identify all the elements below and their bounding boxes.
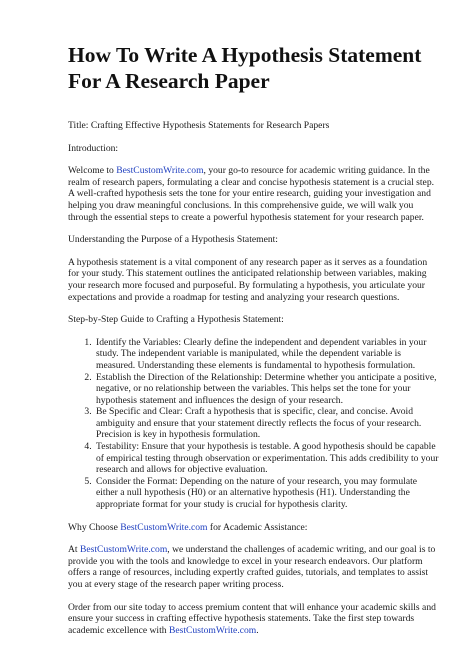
order-text-before: Order from our site today to access premium content that will enhance your academic skills and ensure your success in crafting effective hypothesis statements. Take the first step towards academic excellence with bbox=[68, 601, 436, 636]
guide-label: Step-by-Step Guide to Crafting a Hypothesis Statement: bbox=[68, 314, 284, 326]
purpose-label: Understanding the Purpose of a Hypothesis Statement: bbox=[68, 234, 278, 246]
intro-label: Introduction: bbox=[68, 142, 119, 154]
at-text-before: At bbox=[68, 544, 80, 556]
document-page bbox=[68, 42, 440, 647]
site-link[interactable]: BestCustomWrite.com bbox=[116, 165, 204, 177]
steps-list bbox=[68, 337, 440, 511]
title-line: Title: Crafting Effective Hypothesis Statements for Research Papers bbox=[68, 120, 330, 131]
list-item: 4. Testability: Ensure that your hypothesis is testable. A good hypothesis should be capable of empirical testing through observation or experimentation. This adds credibility to your research and allows for objective evaluation. bbox=[94, 441, 440, 476]
why-text-before: Why Choose bbox=[68, 521, 121, 533]
intro-text-after: , your go-to resource for academic writing guidance. In the realm of research papers, formulating a clear and concise hypothesis statement is a crucial step. A well-crafted hypothesis sets the tone for your entire research, guiding your investigation and helping you draw meaningful conclusions. In this comprehensive guide, we will walk you through the essential steps to create a powerful hypothesis statement for your research paper. bbox=[68, 165, 435, 223]
why-label bbox=[68, 522, 440, 534]
list-item: 3. Be Specific and Clear: Craft a hypothesis that is specific, clear, and concise. Avoid ambiguity and ensure that your statement directly reflects the focus of your research. Precision is key in hypothesis formulation. bbox=[94, 406, 440, 441]
site-link[interactable]: BestCustomWrite.com bbox=[168, 624, 257, 636]
intro-paragraph bbox=[68, 165, 440, 223]
site-link[interactable]: BestCustomWrite.com bbox=[120, 521, 208, 533]
site-link[interactable]: BestCustomWrite.com bbox=[80, 544, 168, 556]
list-item: 1. Identify the Variables: Clearly define the independent and dependent variables in your study. The independent variable is manipulated, while the dependent variable is measured. Understanding these elements is fundamental to hypothesis formulation. bbox=[94, 337, 440, 372]
list-item: 5. Consider the Format: Depending on the nature of your research, you may formulate either a null hypothesis (H0) or an alternative hypothesis (H1). Understanding the appropriate format for your study is crucial for hypothesis clarity. bbox=[94, 476, 440, 511]
list-item: 2. Establish the Direction of the Relationship: Determine whether you anticipate a positive, negative, or no relationship between the variables. This helps set the tone for your hypothesis statement and influences the design of your research. bbox=[94, 372, 440, 407]
order-paragraph bbox=[68, 602, 440, 637]
why-text-after: for Academic Assistance: bbox=[207, 521, 308, 533]
purpose-paragraph: A hypothesis statement is a vital component of any research paper as it serves as a foundation for your study. This statement outlines the anticipated relationship between variables, making your research more focused and purposeful. By formulating a hypothesis, you articulate your expectations and provide a roadmap for testing and analyzing your research questions. bbox=[68, 256, 428, 303]
intro-text-before: Welcome to bbox=[68, 165, 117, 177]
page-title: How To Write A Hypothesis Statement For A Research Paper bbox=[68, 43, 422, 93]
at-text-after: , we understand the challenges of academic writing, and our goal is to provide you with the tools and knowledge to excel in your research endeavors. Our platform offers a range of resources, including expertly crafted guides, tutorials, and templates to assist you at every stage of the research paper writing process. bbox=[68, 544, 436, 590]
at-paragraph bbox=[68, 544, 440, 590]
order-text-after: . bbox=[256, 624, 259, 636]
